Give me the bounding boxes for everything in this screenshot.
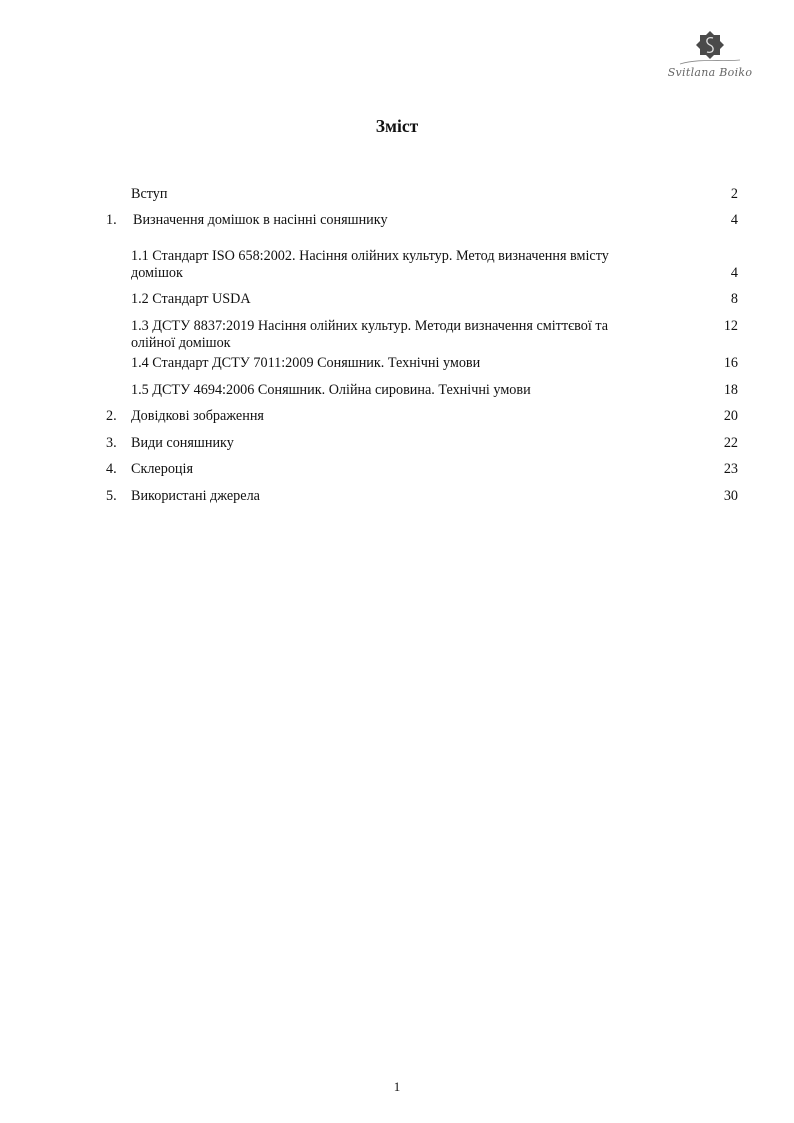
toc-entry-number: 1. [106, 212, 117, 228]
toc-entry-page: 23 [723, 461, 738, 477]
toc-entry-page: 4 [730, 212, 738, 228]
toc-entry-label: олійної домішок [131, 335, 231, 351]
page-number: 1 [393, 1079, 401, 1094]
toc-entry-label: 1.2 Стандарт USDA [131, 291, 251, 307]
toc-entry-label: домішок [131, 265, 183, 281]
logo-text: Svitlana Boiko [667, 66, 753, 79]
toc-entry-page: 12 [723, 318, 738, 334]
toc-entry-page: 8 [730, 291, 738, 307]
toc-entry-page: 18 [723, 382, 738, 398]
toc-entry-number: 2. [106, 408, 117, 424]
toc-entry-page: 22 [723, 435, 738, 451]
toc-entry-label: 1.1 Стандарт ISO 658:2002. Насіння олійних культур. Метод визначення вмісту [131, 248, 609, 264]
toc-entry-number: 5. [106, 488, 117, 504]
s-monogram-emblem-icon [660, 28, 760, 68]
toc-entry-label: 1.4 Стандарт ДСТУ 7011:2009 Соняшник. Технічні умови [131, 355, 481, 371]
toc-entry-label: Вступ [131, 186, 168, 202]
toc-entry-label: Визначення домішок в насінні соняшнику [133, 212, 388, 228]
toc-entry-label: Використані джерела [131, 488, 260, 504]
toc-entry-label: Склероція [131, 461, 193, 477]
toc-entry-page: 4 [730, 265, 738, 281]
toc-entry-label: Види соняшнику [131, 435, 234, 451]
logo [660, 28, 760, 88]
toc-entry-number: 3. [106, 435, 117, 451]
toc-entry-label: Довідкові зображення [131, 408, 264, 424]
toc-entry-label: 1.5 ДСТУ 4694:2006 Соняшник. Олійна сировина. Технічні умови [131, 382, 531, 398]
toc-entry-number: 4. [106, 461, 117, 477]
toc-entry-page: 16 [723, 355, 738, 371]
toc-entry-page: 2 [730, 186, 738, 202]
toc-entry-page: 20 [723, 408, 738, 424]
toc-entry-label: 1.3 ДСТУ 8837:2019 Насіння олійних культур. Методи визначення сміттєвої та [131, 318, 609, 334]
page-title: Зміст [375, 116, 419, 136]
toc-entry-page: 30 [723, 488, 738, 504]
